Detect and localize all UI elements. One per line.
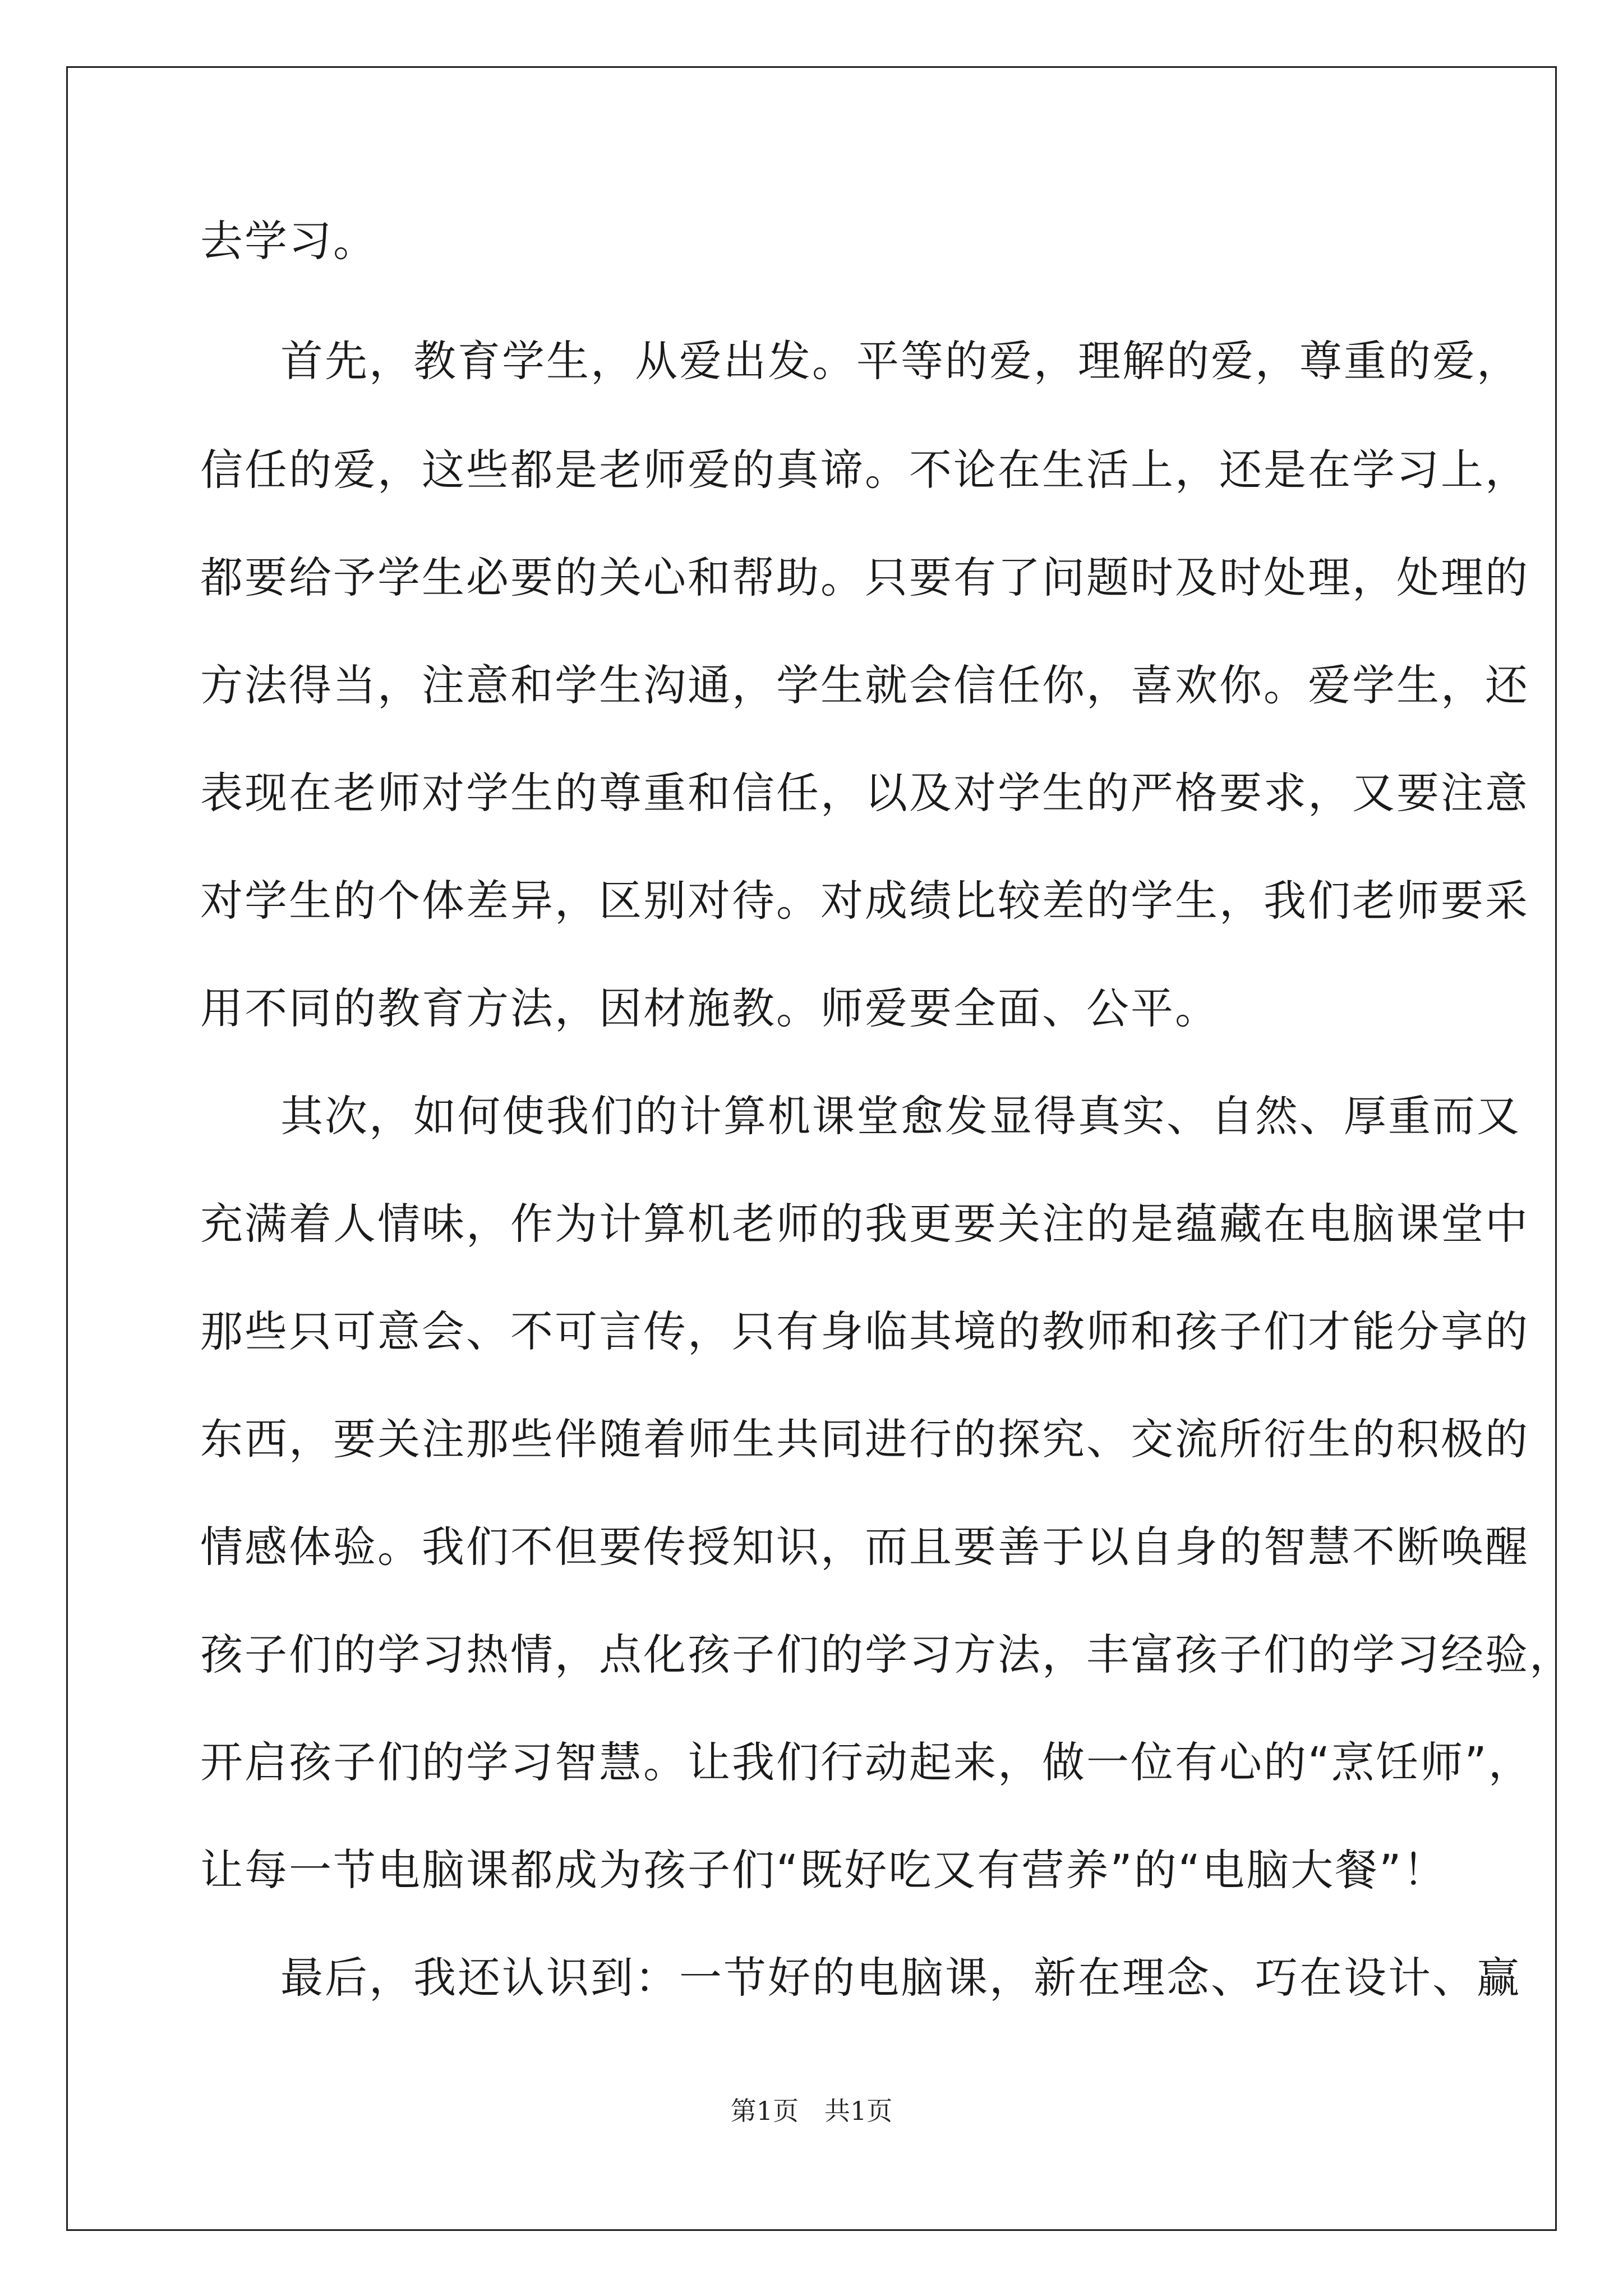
body-line: 孩子们的学习热情，点化孩子们的学习方法，丰富孩子们的学习经验， [200,1630,1574,1680]
page-number-footer: 第1页 共1页 [730,2096,893,2126]
body-line: 用不同的教育方法，因材施教。师爱要全面、公平。 [200,983,1219,1033]
paragraph-line-first: 首先，教育学生，从爱出发。平等的爱，理解的爱，尊重的爱， [280,336,1521,386]
body-line: 那些只可意会、不可言传，只有身临其境的教师和孩子们才能分享的 [200,1306,1529,1356]
body-line: 开启孩子们的学习智慧。让我们行动起来，做一位有心的“烹饪师”， [200,1737,1533,1787]
page-border [66,66,1574,2231]
paragraph-line-first: 其次，如何使我们的计算机课堂愈发显得真实、自然、厚重而又 [280,1091,1521,1141]
body-line: 去学习。 [200,216,377,266]
body-line: 充满着人情味，作为计算机老师的我更要关注的是蕴藏在电脑课堂中 [200,1199,1529,1249]
body-line: 让每一节电脑课都成为孩子们“既好吃又有营养”的“电脑大餐”！ [200,1845,1447,1895]
body-line: 对学生的个体差异，区别对待。对成绩比较差的学生，我们老师要采 [200,876,1529,926]
body-line: 都要给予学生必要的关心和帮助。只要有了问题时及时处理，处理的 [200,553,1529,602]
body-line: 方法得当，注意和学生沟通，学生就会信任你，喜欢你。爱学生，还 [200,660,1529,710]
body-line: 东西，要关注那些伴随着师生共同进行的探究、交流所衍生的积极的 [200,1414,1529,1464]
body-line: 情感体验。我们不但要传授知识，而且要善于以自身的智慧不断唤醒 [200,1522,1529,1572]
body-line: 信任的爱，这些都是老师爱的真谛。不论在生活上，还是在学习上， [200,445,1529,495]
body-line: 表现在老师对学生的尊重和信任，以及对学生的严格要求，又要注意 [200,768,1529,818]
paragraph-line-first: 最后，我还认识到：一节好的电脑课，新在理念、巧在设计、赢 [280,1953,1521,2003]
